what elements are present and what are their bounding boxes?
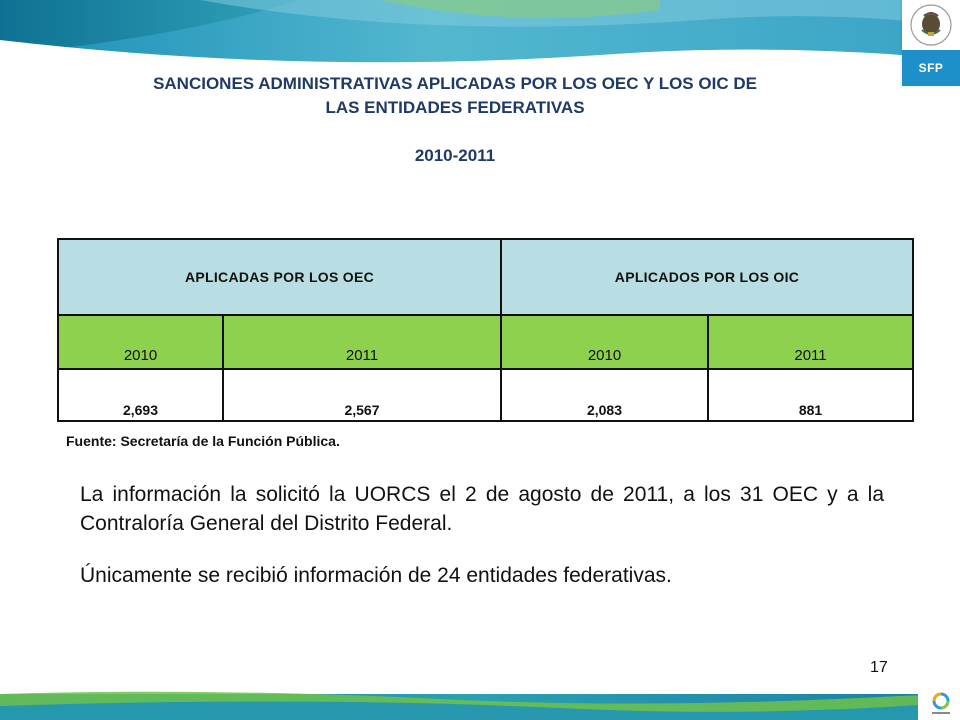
header-oic: APLICADOS POR LOS OIC bbox=[501, 239, 913, 315]
paragraph-request: La información la solicitó la UORCS el 2 de agosto de 2011, a los 31 OEC y a la Contraloría General del Distrito Federal. bbox=[80, 483, 884, 535]
slide-title bbox=[20, 72, 890, 120]
paragraph-received: Únicamente se recibió información de 24 entidades federativas. bbox=[80, 564, 672, 587]
table-row bbox=[58, 369, 913, 421]
sfp-logo bbox=[902, 0, 960, 86]
group-header-row bbox=[58, 239, 913, 315]
source-note: Fuente: Secretaría de la Función Pública. bbox=[66, 433, 340, 449]
top-banner bbox=[0, 0, 960, 70]
footer-logo-icon bbox=[926, 690, 956, 718]
coat-of-arms-icon bbox=[908, 2, 954, 48]
year-header: 2010 bbox=[58, 315, 223, 369]
page-number: 17 bbox=[870, 659, 888, 676]
year-header: 2011 bbox=[223, 315, 501, 369]
header-oec: APLICADAS POR LOS OEC bbox=[58, 239, 501, 315]
bottom-banner bbox=[0, 688, 960, 720]
slide-period: 2010-2011 bbox=[414, 146, 496, 165]
sanctions-table bbox=[57, 238, 914, 422]
table-cell: 2,567 bbox=[223, 369, 501, 421]
year-header: 2011 bbox=[708, 315, 913, 369]
year-header: 2010 bbox=[501, 315, 708, 369]
footer-waves bbox=[0, 688, 960, 720]
banner-waves bbox=[0, 0, 960, 70]
table-cell: 881 bbox=[708, 369, 913, 421]
table-cell: 2,693 bbox=[58, 369, 223, 421]
title-line-1: SANCIONES ADMINISTRATIVAS APLICADAS POR LOS OEC Y LOS OIC DE bbox=[153, 74, 757, 93]
sfp-label: SFP bbox=[902, 50, 960, 86]
year-header-row bbox=[58, 315, 913, 369]
table-cell: 2,083 bbox=[501, 369, 708, 421]
title-line-2: LAS ENTIDADES FEDERATIVAS bbox=[325, 98, 585, 117]
